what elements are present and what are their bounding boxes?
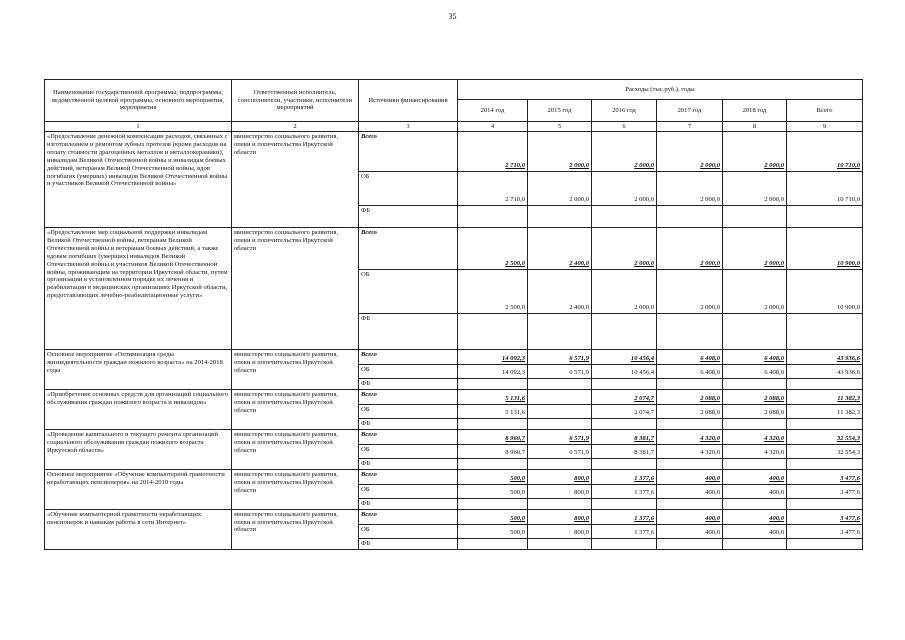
expense-value: 5 131,6 xyxy=(458,389,528,404)
expense-value: 2 710,0 xyxy=(458,172,528,206)
responsible-executor: министерство социального развития, опеки и попечительства Иркутской области xyxy=(232,389,359,429)
header-year: 2014 год xyxy=(458,100,528,122)
expense-value xyxy=(592,458,657,469)
expense-value: 10 456,4 xyxy=(592,350,657,365)
funding-source: ОБ xyxy=(359,365,458,379)
funding-source: Всего xyxy=(359,228,458,270)
expense-value: 10 710,0 xyxy=(787,132,863,172)
column-number: 7 xyxy=(657,122,723,132)
expense-value xyxy=(458,206,528,228)
expense-value: 2 000,0 xyxy=(592,270,657,314)
expense-value: 2 000,0 xyxy=(657,228,723,270)
expense-value: 1 377,6 xyxy=(592,484,657,498)
expense-value: 8 381,7 xyxy=(592,429,657,444)
funding-source: ОБ xyxy=(359,404,458,418)
expense-value xyxy=(787,379,863,390)
expense-value: 1 377,6 xyxy=(592,524,657,538)
expense-value: 2 710,0 xyxy=(458,132,528,172)
expense-value: 400,0 xyxy=(657,524,723,538)
expense-value: 1 377,6 xyxy=(592,469,657,484)
expense-value xyxy=(592,206,657,228)
funding-source: ФБ xyxy=(359,418,458,429)
table-row xyxy=(45,429,863,444)
expense-value: 4 320,0 xyxy=(657,444,723,458)
funding-source: Всего xyxy=(359,132,458,172)
column-number: 8 xyxy=(723,122,787,132)
expense-value xyxy=(723,498,787,509)
expense-value: 11 382,3 xyxy=(787,389,863,404)
expense-value xyxy=(528,389,592,404)
funding-source: ФБ xyxy=(359,538,458,549)
responsible-executor: министерство социального развития, опеки и попечительства Иркутской области xyxy=(232,228,359,350)
expense-value: 2 074,7 xyxy=(592,404,657,418)
expense-value xyxy=(723,314,787,350)
expense-value: 10 900,0 xyxy=(787,228,863,270)
header-year: 2016 год xyxy=(592,100,657,122)
expense-value: 4 320,0 xyxy=(723,429,787,444)
header-sources: Источники финансирования xyxy=(359,80,458,122)
expense-value: 400,0 xyxy=(657,509,723,524)
expense-value: 400,0 xyxy=(657,469,723,484)
expense-value xyxy=(528,404,592,418)
expense-value: 2 088,0 xyxy=(723,404,787,418)
table-row xyxy=(45,469,863,484)
expense-value: 3 477,6 xyxy=(787,484,863,498)
expense-value: 500,0 xyxy=(458,469,528,484)
table-row xyxy=(45,132,863,172)
expense-value: 2 500,0 xyxy=(458,228,528,270)
responsible-executor: министерство социального развития, опеки и попечительства Иркутской области xyxy=(232,469,359,509)
expense-value: 400,0 xyxy=(723,509,787,524)
funding-source: ФБ xyxy=(359,498,458,509)
header-year: 2017 год xyxy=(657,100,723,122)
expense-value: 2 000,0 xyxy=(723,172,787,206)
expense-value xyxy=(787,206,863,228)
expense-value: 43 936,6 xyxy=(787,350,863,365)
expense-value: 2 000,0 xyxy=(592,132,657,172)
responsible-executor: министерство социального развития, опеки и попечительства Иркутской области xyxy=(232,429,359,469)
funding-source: ОБ xyxy=(359,484,458,498)
expense-value xyxy=(592,314,657,350)
expense-value: 2 000,0 xyxy=(592,228,657,270)
expense-value: 2 000,0 xyxy=(657,172,723,206)
expense-value: 1 377,6 xyxy=(592,509,657,524)
column-number: 2 xyxy=(232,122,359,132)
expense-value: 6 408,0 xyxy=(723,350,787,365)
expense-value xyxy=(528,498,592,509)
expense-value xyxy=(787,538,863,549)
expense-value: 8 960,7 xyxy=(458,429,528,444)
expense-value xyxy=(723,538,787,549)
page-number: 35 xyxy=(448,12,457,21)
expense-value: 10 900,0 xyxy=(787,270,863,314)
expense-value: 2 000,0 xyxy=(657,270,723,314)
expense-value: 2 074,7 xyxy=(592,389,657,404)
funding-source: ОБ xyxy=(359,172,458,206)
table-row xyxy=(45,509,863,524)
expenses-table xyxy=(44,79,863,550)
expense-value xyxy=(458,458,528,469)
column-number: 5 xyxy=(528,122,592,132)
table-row xyxy=(45,389,863,404)
funding-source: Всего xyxy=(359,350,458,365)
expense-value: 6 408,0 xyxy=(723,365,787,379)
measure-name: «Предоставление мер социальной поддержки инвалидам Великой Отечественной войны, ветеранам Великой Отечественной войны и ветеранам боевых действий, а также вдовам погибших (умерших) инвалидов Великой Отечественной войны и участников Великой Отечественной войны, проживающим на территории Иркутской области, путем организации в установленном порядке их лечения и реабилитации в медицинских организациях Иркутской области, предоставляющих лечебно-реабилитационные услуги» xyxy=(45,228,232,350)
expense-value: 400,0 xyxy=(657,484,723,498)
expense-value: 6 571,9 xyxy=(528,444,592,458)
expense-value xyxy=(787,498,863,509)
expense-value: 400,0 xyxy=(723,524,787,538)
expense-value: 400,0 xyxy=(723,484,787,498)
expense-value xyxy=(657,458,723,469)
funding-source: ОБ xyxy=(359,524,458,538)
expense-value: 2 000,0 xyxy=(528,132,592,172)
expense-value xyxy=(657,314,723,350)
expense-value: 2 000,0 xyxy=(592,172,657,206)
measure-name: Основное мероприятие «Обучение компьютерной грамотности неработающих пенсионеров» на 2014-2018 годы xyxy=(45,469,232,509)
expense-value: 6 571,9 xyxy=(528,365,592,379)
expense-value: 500,0 xyxy=(458,484,528,498)
expense-value xyxy=(528,206,592,228)
column-number: 3 xyxy=(359,122,458,132)
expense-value xyxy=(458,314,528,350)
expense-value: 800,0 xyxy=(528,469,592,484)
expense-value xyxy=(787,314,863,350)
header-year: Всего xyxy=(787,100,863,122)
expense-value: 11 382,3 xyxy=(787,404,863,418)
expense-value: 14 092,3 xyxy=(458,350,528,365)
table-row xyxy=(45,350,863,365)
column-number: 1 xyxy=(45,122,232,132)
header-responsible: Ответственный исполнитель, соисполнители, участники, исполнители мероприятий xyxy=(232,80,359,122)
expense-value: 2 500,0 xyxy=(458,270,528,314)
responsible-executor: министерство социального развития, опеки и попечительства Иркутской области xyxy=(232,509,359,549)
funding-source: ФБ xyxy=(359,458,458,469)
expense-value: 8 960,7 xyxy=(458,444,528,458)
expense-value xyxy=(528,418,592,429)
expense-value xyxy=(528,538,592,549)
header-name: Наименование государственной программы, подпрограммы, ведомственной целевой программы, основного мероприятия, мероприятия xyxy=(45,80,232,122)
expense-value: 800,0 xyxy=(528,524,592,538)
expense-value xyxy=(723,458,787,469)
expense-value: 43 936,6 xyxy=(787,365,863,379)
measure-name: «Проведение капитального и текущего ремонта организаций социального обслуживания граждан пожилого возраста Иркутской области» xyxy=(45,429,232,469)
expense-value: 2 088,0 xyxy=(657,389,723,404)
expense-value: 6 408,0 xyxy=(657,365,723,379)
expense-value xyxy=(787,418,863,429)
expense-value: 2 400,0 xyxy=(528,228,592,270)
expense-value: 32 554,3 xyxy=(787,429,863,444)
column-number: 6 xyxy=(592,122,657,132)
expense-value: 4 320,0 xyxy=(723,444,787,458)
expense-value: 500,0 xyxy=(458,524,528,538)
expense-value: 3 477,6 xyxy=(787,524,863,538)
expense-value: 6 571,9 xyxy=(528,350,592,365)
expense-value xyxy=(528,458,592,469)
column-number: 9 xyxy=(787,122,863,132)
funding-source: Всего xyxy=(359,389,458,404)
expense-value xyxy=(528,379,592,390)
funding-source: ОБ xyxy=(359,270,458,314)
expense-value xyxy=(528,314,592,350)
expense-value: 2 088,0 xyxy=(723,389,787,404)
table-row xyxy=(45,228,863,270)
expense-value: 3 477,6 xyxy=(787,469,863,484)
expense-value xyxy=(657,206,723,228)
expense-value: 6 408,0 xyxy=(657,350,723,365)
responsible-executor: министерство социального развития, опеки и попечительства Иркутской области xyxy=(232,132,359,228)
expense-value: 5 131,6 xyxy=(458,404,528,418)
measure-name: Основное мероприятие «Оптимизация среды жизнедеятельности граждан пожилого возраста» на 2014-2018 годы xyxy=(45,350,232,390)
funding-source: Всего xyxy=(359,509,458,524)
expense-value: 2 088,0 xyxy=(657,404,723,418)
expense-value: 32 554,3 xyxy=(787,444,863,458)
funding-source: Всего xyxy=(359,469,458,484)
expense-value xyxy=(723,418,787,429)
expense-value xyxy=(458,538,528,549)
expense-value xyxy=(592,538,657,549)
expense-value xyxy=(723,379,787,390)
measure-name: «Предоставление денежной компенсации расходов, связанных с изготовлением и ремонтом зубных протезов (кроме расходов на оплату стоимости драгоценных металлов и металлокерамики), инвалидам Великой Отечественной войны и инвалидам боевых действий, ветеранам Великой Отечественной войны, вдов погибших (умерших) инвалидов Великой Отечественной войны и участников Великой Отечественной войны» xyxy=(45,132,232,228)
measure-name: «Приобретение основных средств для организаций социального обслуживания граждан пожилого возраста и инвалидов» xyxy=(45,389,232,429)
funding-source: Всего xyxy=(359,429,458,444)
expense-value: 2 000,0 xyxy=(723,270,787,314)
expense-value xyxy=(657,538,723,549)
funding-source: ФБ xyxy=(359,206,458,228)
expense-value xyxy=(657,498,723,509)
expense-value xyxy=(458,498,528,509)
expense-value: 400,0 xyxy=(723,469,787,484)
expense-value: 8 381,7 xyxy=(592,444,657,458)
expense-value: 14 092,3 xyxy=(458,365,528,379)
expense-value xyxy=(657,418,723,429)
header-year: 2018 год xyxy=(723,100,787,122)
expense-value xyxy=(787,458,863,469)
funding-source: ФБ xyxy=(359,314,458,350)
header-expenses: Расходы (тыс.руб.), годы xyxy=(458,80,863,100)
expense-value xyxy=(723,206,787,228)
expense-value xyxy=(657,379,723,390)
expense-value xyxy=(458,418,528,429)
header-year: 2015 год xyxy=(528,100,592,122)
column-number: 4 xyxy=(458,122,528,132)
expense-value xyxy=(458,379,528,390)
funding-source: ОБ xyxy=(359,444,458,458)
expense-value: 800,0 xyxy=(528,509,592,524)
expense-value: 2 000,0 xyxy=(657,132,723,172)
expense-value: 500,0 xyxy=(458,509,528,524)
expense-value: 10 710,0 xyxy=(787,172,863,206)
expense-value: 10 456,4 xyxy=(592,365,657,379)
expense-value: 4 320,0 xyxy=(657,429,723,444)
expense-value: 2 000,0 xyxy=(723,132,787,172)
funding-source: ФБ xyxy=(359,379,458,390)
expense-value xyxy=(592,498,657,509)
expense-value: 3 477,6 xyxy=(787,509,863,524)
responsible-executor: министерство социального развития, опеки и попечительства Иркутской области xyxy=(232,350,359,390)
expense-value: 2 400,0 xyxy=(528,270,592,314)
expense-value: 2 000,0 xyxy=(528,172,592,206)
expense-value: 800,0 xyxy=(528,484,592,498)
expense-value: 6 571,9 xyxy=(528,429,592,444)
expense-value: 2 000,0 xyxy=(723,228,787,270)
expense-value xyxy=(592,418,657,429)
expense-value xyxy=(592,379,657,390)
measure-name: «Обучение компьютерной грамотности неработающих пенсионеров и навыкам работы в сети Интернет» xyxy=(45,509,232,549)
